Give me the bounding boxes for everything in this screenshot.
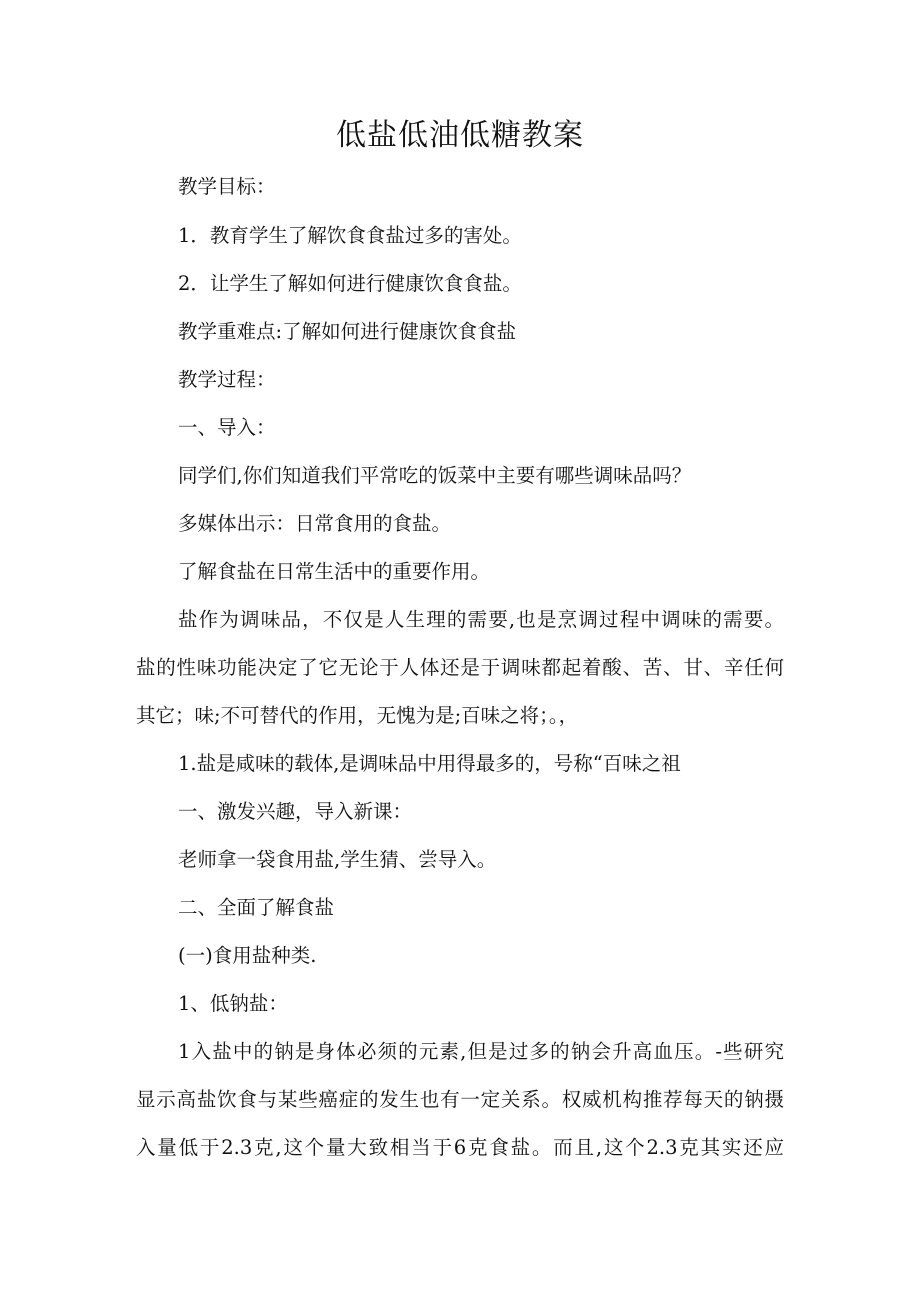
paragraph-salt-types: (一)食用盐种类. [178,944,317,967]
paragraph-salt-role-line-3: 其它；味;不可替代的作用，无愧为是;百味之将；。， [136,704,579,727]
paragraph-intro-heading: 一、导入： [178,416,276,439]
paragraph-sodium-line-1: 1入盐中的钠是身体必须的元素,但是过多的钠会升高血压。-些研究 [178,1040,784,1063]
paragraph-salt-role-line-2: 盐的性味功能决定了它无论于人体还是于调味都起着酸、苦、甘、辛任何 [136,656,784,679]
paragraph-key-points: 教学重难点:了解如何进行健康饮食食盐 [178,320,517,343]
paragraph-teaching-goals: 教学目标： [178,175,276,198]
paragraph-sodium-line-3: 入量低于2.3克,这个量大致相当于6克食盐。而且,这个2.3克其实还应 [136,1136,784,1159]
paragraph-intro-question: 同学们,你们知道我们平常吃的饭菜中主要有哪些调味品吗？ [178,464,692,487]
paragraph-teacher-salt: 老师拿一袋食用盐,学生猜、尝导入。 [178,848,497,871]
paragraph-salt-importance: 了解食盐在日常生活中的重要作用。 [178,560,491,583]
paragraph-goal-2: 2．让学生了解如何进行健康饮食食盐。 [178,272,522,295]
document-title: 低盐低油低糖教案 [336,118,584,153]
paragraph-low-sodium: 1、低钠盐： [178,992,288,1015]
paragraph-salt-role-line-1: 盐作为调味品，不仅是人生理的需要,也是烹调过程中调味的需要。 [178,608,784,631]
paragraph-goal-1: 1．教育学生了解饮食食盐过多的害处。 [178,224,522,247]
paragraph-multimedia: 多媒体出示：日常食用的食盐。 [178,512,452,535]
paragraph-section-one: 一、激发兴趣，导入新课： [178,800,413,823]
paragraph-salt-carrier: 1.盐是咸味的载体,是调味品中用得最多的，号称“百味之祖 [178,752,681,775]
paragraph-teaching-process: 教学过程： [178,368,276,391]
paragraph-sodium-line-2: 显示高盐饮食与某些癌症的发生也有一定关系。权威机构推荐每天的钠摄 [136,1088,784,1111]
paragraph-section-two: 二、全面了解食盐 [178,896,335,919]
